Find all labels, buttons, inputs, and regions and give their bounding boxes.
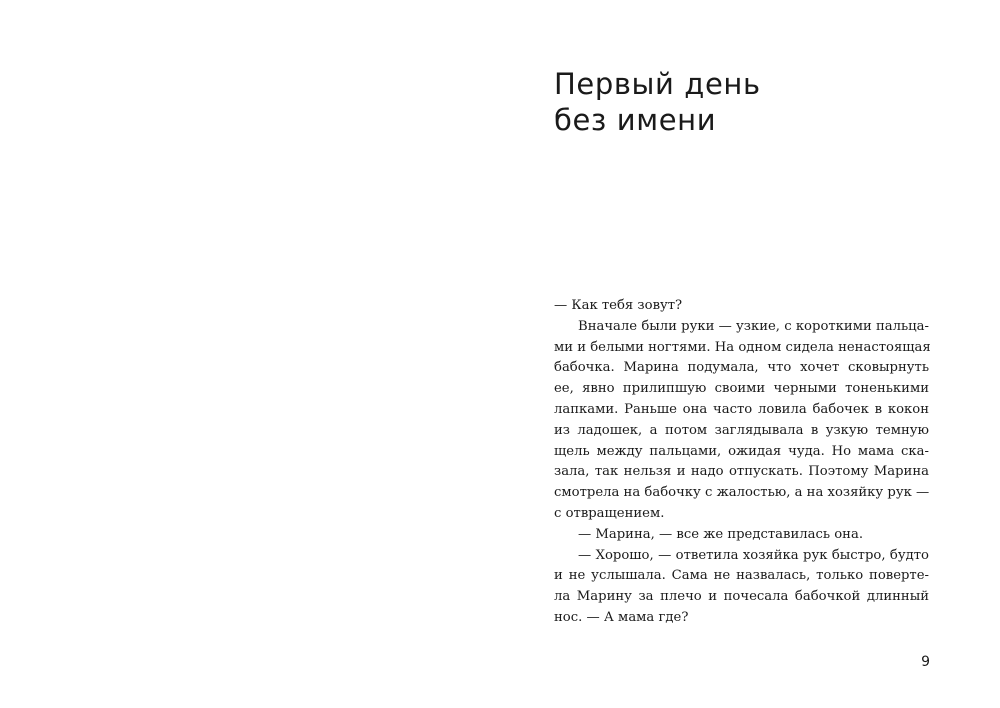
text-line: лапками. Раньше она часто ловила бабочек в кокон bbox=[554, 401, 929, 417]
text-line: — Марина, — все же представилась она. bbox=[578, 526, 864, 542]
text-line: — Хорошо, — ответила хозяйка рук быстро, будто bbox=[578, 547, 929, 563]
text-line: бабочка. Марина подумала, что хочет сковырнуть bbox=[554, 360, 929, 376]
chapter-title-line: Первый день bbox=[554, 67, 761, 101]
text-line: Вначале были руки — узкие, с короткими пальца- bbox=[578, 318, 929, 334]
body-text bbox=[554, 296, 929, 629]
chapter-title-line: без имени bbox=[554, 103, 717, 137]
text-line: ми и белыми ногтями. На одном сидела ненастоящая bbox=[554, 339, 931, 355]
page-number: 9 bbox=[921, 654, 930, 670]
text-line: и не услышала. Сама не назвалась, только поверте- bbox=[554, 568, 929, 584]
text-line: из ладошек, а потом заглядывала в узкую темную bbox=[554, 422, 929, 438]
text-line: щель между пальцами, ожидая чуда. Но мама ска- bbox=[554, 443, 929, 459]
text-line: нос. — А мама где? bbox=[554, 609, 689, 625]
text-line: с отвращением. bbox=[554, 505, 665, 521]
text-line: ее, явно прилипшую своими черными тоненькими bbox=[554, 381, 929, 397]
text-line: — Как тебя зовут? bbox=[554, 298, 683, 313]
text-line: ла Марину за плечо и почесала бабочкой длинный bbox=[554, 589, 929, 605]
text-line: смотрела на бабочку с жалостью, а на хозяйку рук — bbox=[554, 485, 930, 501]
chapter-title bbox=[554, 66, 761, 138]
right-page bbox=[500, 0, 1000, 708]
text-line: зала, так нельзя и надо отпускать. Поэтому Марина bbox=[554, 464, 929, 480]
